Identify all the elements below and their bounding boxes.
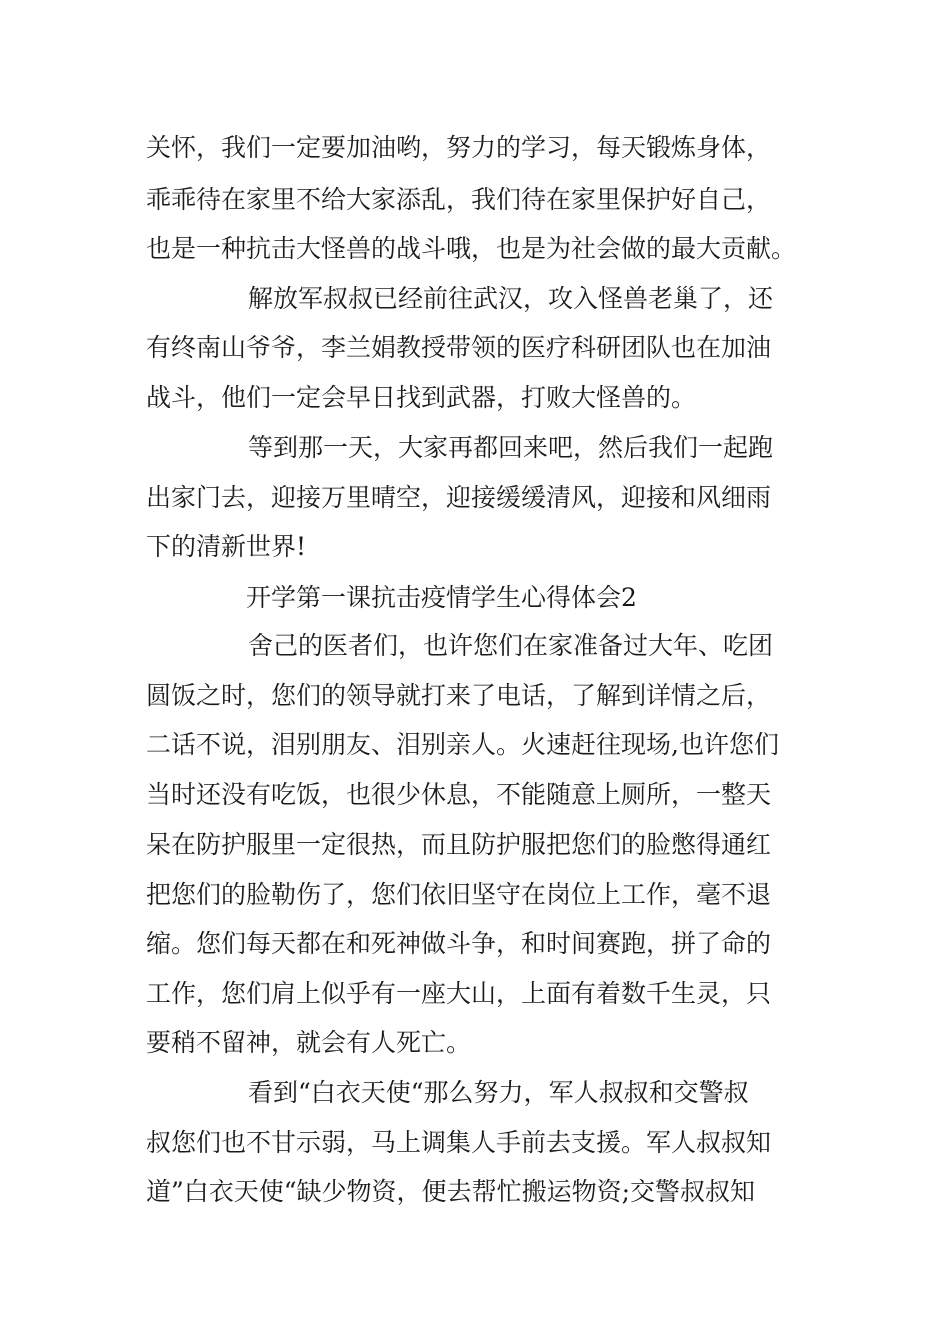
text-line: 圆饭之时，您们的领导就打来了电话，了解到详情之后， bbox=[146, 681, 772, 710]
paragraph-start-line: 舍己的医者们，也许您们在家准备过大年、吃团 bbox=[248, 631, 774, 660]
text-line: 出家门去，迎接万里晴空，迎接缓缓清风，迎接和风细雨 bbox=[146, 483, 772, 512]
paragraph-start-line: 解放军叔叔已经前往武汉，攻入怪兽老巢了，还 bbox=[248, 284, 774, 313]
text-line: 呆在防护服里一定很热，而且防护服把您们的脸憋得通红 bbox=[146, 830, 772, 859]
text-line: 战斗，他们一定会早日找到武器，打败大怪兽的。 bbox=[146, 383, 697, 412]
text-line: 工作，您们肩上似乎有一座大山，上面有着数千生灵，只 bbox=[146, 979, 772, 1008]
text-line: 有终南山爷爷，李兰娟教授带领的医疗科研团队也在加油 bbox=[146, 333, 772, 362]
text-line: 乖乖待在家里不给大家添乱，我们待在家里保护好自己， bbox=[146, 185, 772, 214]
text-line: 下的清新世界! bbox=[146, 532, 307, 561]
paragraph-start-line: 等到那一天，大家再都回来吧，然后我们一起跑 bbox=[248, 433, 774, 462]
paragraph-start-line: 看到“白衣天使“那么努力，军人叔叔和交警叔 bbox=[248, 1078, 749, 1107]
text-line: 把您们的脸勒伤了，您们依旧坚守在岗位上工作，毫不退 bbox=[146, 880, 772, 909]
text-line: 关怀，我们一定要加油哟，努力的学习，每天锻炼身体， bbox=[146, 133, 772, 162]
text-line: 缩。您们每天都在和死神做斗争，和时间赛跑，拼了命的 bbox=[146, 929, 772, 958]
text-line: 叔您们也不甘示弱，马上调集人手前去支援。军人叔叔知 bbox=[146, 1128, 772, 1157]
text-line: 也是一种抗击大怪兽的战斗哦，也是为社会做的最大贡献。 bbox=[146, 234, 797, 263]
text-line: 道”白衣天使“缺少物资，便去帮忙搬运物资;交警叔叔知 bbox=[146, 1177, 755, 1206]
text-line: 当时还没有吃饭，也很少休息，不能随意上厕所，一整天 bbox=[146, 780, 772, 809]
section-title: 开学第一课抗击疫情学生心得体会2 bbox=[246, 583, 637, 612]
text-line: 二话不说，泪别朋友、泪别亲人。火速赶往现场,也许您们 bbox=[146, 730, 779, 759]
text-line: 要稍不留神，就会有人死亡。 bbox=[146, 1028, 472, 1057]
